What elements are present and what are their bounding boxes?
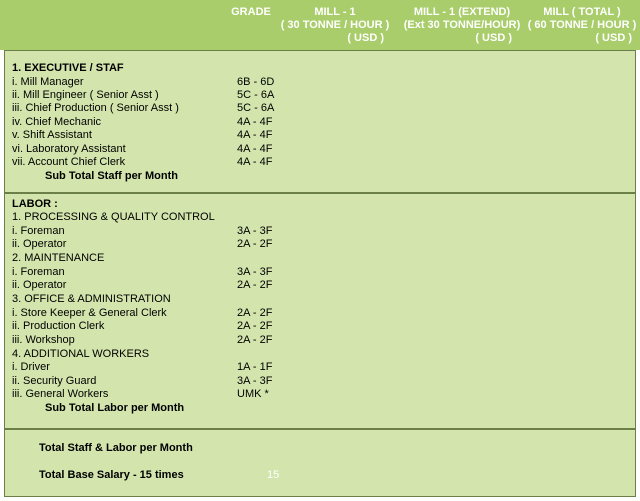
- mill-total-header-line2: ( 60 TONNE / HOUR ): [527, 19, 637, 31]
- list-item: i. Driver: [12, 361, 50, 373]
- list-item: i. Foreman: [12, 266, 65, 278]
- mill-total-header: [526, 6, 638, 45]
- mill1-header: [280, 6, 390, 45]
- list-item: i. Mill Manager: [12, 76, 84, 88]
- mill1-extend-header: [398, 6, 526, 45]
- list-item: iv. Chief Mechanic: [12, 116, 102, 128]
- mill-total-header-line3: ( USD ): [595, 32, 632, 44]
- grade-value: 2A - 2F: [237, 334, 273, 346]
- list-item: vi. Laboratory Assistant: [12, 143, 126, 155]
- grade-value: 4A - 4F: [237, 116, 273, 128]
- grade-value: 2A - 2F: [237, 307, 273, 319]
- list-item: ii. Mill Engineer ( Senior Asst ): [12, 89, 159, 101]
- list-item: ii. Operator: [12, 279, 67, 291]
- labor-group-title: 2. MAINTENANCE: [12, 252, 105, 264]
- mill1-header-line3: ( USD ): [347, 32, 384, 44]
- list-item: iii. General Workers: [12, 388, 109, 400]
- labor-group-title: 3. OFFICE & ADMINISTRATION: [12, 293, 171, 305]
- mill1-extend-header-line3: ( USD ): [475, 32, 512, 44]
- total-staff-labor: Total Staff & Labor per Month: [39, 442, 193, 454]
- labor-subtotal: Sub Total Labor per Month: [45, 402, 185, 414]
- list-item: ii. Production Clerk: [12, 320, 105, 332]
- grade-value: 3A - 3F: [237, 375, 273, 387]
- grade-value: 3A - 3F: [237, 266, 273, 278]
- grade-value: 5C - 6A: [237, 89, 275, 101]
- grade-value: 2A - 2F: [237, 279, 273, 291]
- grade-value: 4A - 4F: [237, 143, 273, 155]
- list-item: vii. Account Chief Clerk: [12, 156, 126, 168]
- list-item: iii. Chief Production ( Senior Asst ): [12, 102, 179, 114]
- mill1-extend-header-line1: MILL - 1 (EXTEND): [413, 6, 511, 18]
- list-item: ii. Security Guard: [12, 375, 97, 387]
- list-item: ii. Operator: [12, 238, 67, 250]
- grade-value: 4A - 4F: [237, 156, 273, 168]
- list-item: v. Shift Assistant: [12, 129, 92, 141]
- grade-value: 3A - 3F: [237, 225, 273, 237]
- executive-subtotal: Sub Total Staff per Month: [45, 170, 179, 182]
- mill-total-header-line1: MILL ( TOTAL ): [543, 6, 621, 18]
- list-item: i. Foreman: [12, 225, 65, 237]
- labor-title: LABOR :: [12, 198, 58, 210]
- mill1-extend-header-line2: (Ext 30 TONNE/HOUR): [403, 19, 521, 31]
- grade-value: 1A - 1F: [237, 361, 273, 373]
- list-item: iii. Workshop: [12, 334, 75, 346]
- table-header: [0, 0, 640, 50]
- total-base-salary: Total Base Salary - 15 times: [39, 469, 184, 481]
- list-item: i. Store Keeper & General Clerk: [12, 307, 167, 319]
- mill1-header-line2: ( 30 TONNE / HOUR ): [280, 19, 390, 31]
- grade-value: 2A - 2F: [237, 238, 273, 250]
- labor-group-title: 1. PROCESSING & QUALITY CONTROL: [12, 211, 215, 223]
- salary-multiplier: 15: [267, 469, 280, 481]
- totals-section: [4, 429, 636, 497]
- grade-header: GRADE: [231, 6, 271, 18]
- labor-group-title: 4. ADDITIONAL WORKERS: [12, 348, 150, 360]
- mill1-header-line1: MILL - 1: [314, 6, 356, 18]
- executive-title: 1. EXECUTIVE / STAF: [12, 62, 124, 74]
- grade-value: 6B - 6D: [237, 76, 275, 88]
- grade-value: 2A - 2F: [237, 320, 273, 332]
- grade-value: 5C - 6A: [237, 102, 275, 114]
- executive-section: [4, 50, 636, 193]
- grade-value: UMK *: [237, 388, 269, 400]
- grade-value: 4A - 4F: [237, 129, 273, 141]
- labor-section: [4, 193, 636, 429]
